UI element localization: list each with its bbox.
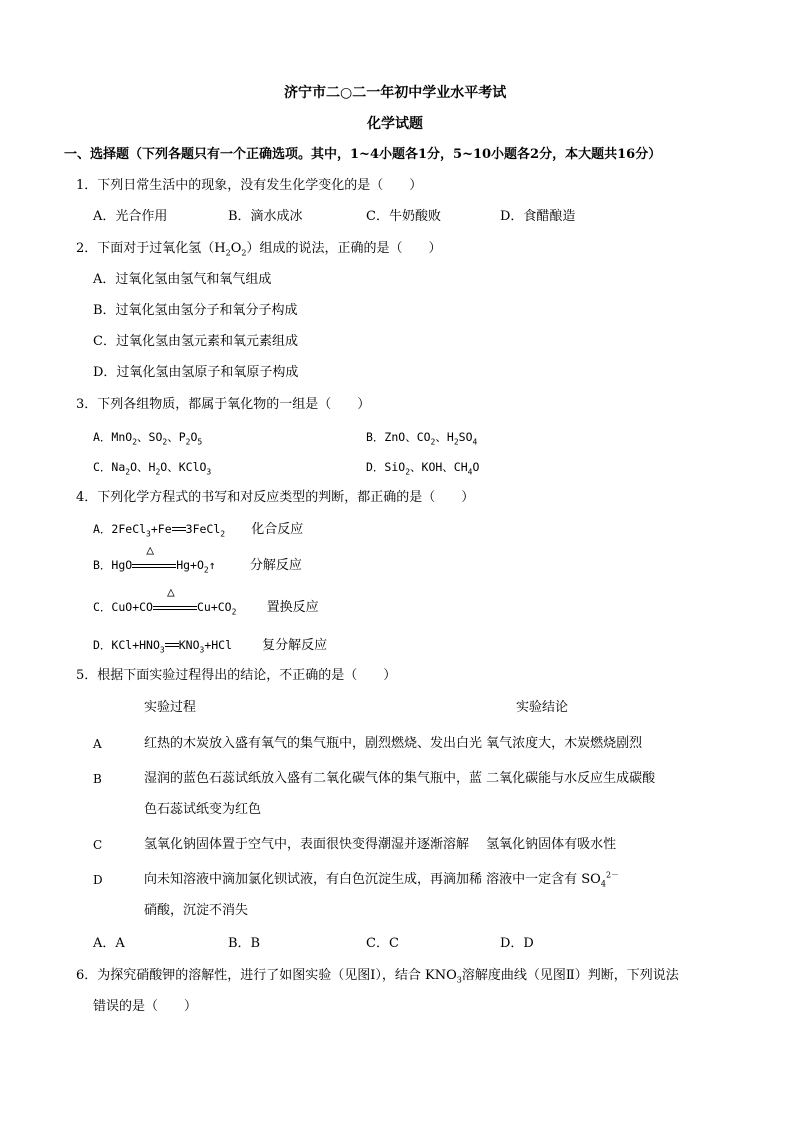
q2-stem: 2．下面对于过氧化氢$(H_2O_2)$组成的说法，正确的是（ ） bbox=[76, 241, 442, 258]
q2-option-b: B．过氧化氢由氢分子和氧分子构成 bbox=[93, 303, 298, 318]
q5-col-conclusion: 实验结论 bbox=[516, 700, 569, 715]
q5-row-label-d: D bbox=[93, 873, 103, 887]
q5-option-a: A．A bbox=[93, 936, 125, 951]
q3-stem: 3．下列各组物质，都属于氧化物的一组是（ ） bbox=[76, 397, 371, 412]
q5-stem: 5．根据下面实验过程得出的结论，不正确的是（ ） bbox=[76, 668, 397, 683]
q5-row-text-d: 向未知溶液中滴加氯化钡试液，有白色沉淀生成，再滴加稀 溶液中一定含有 $SO_4^{2-}$ bbox=[144, 870, 620, 889]
heat-delta-icon: △ bbox=[166, 584, 175, 600]
q5-row-label-c: C bbox=[93, 838, 103, 852]
section-heading: 一、选择题（下列各题只有一个正确选项。其中，1~4小题各1分，5~10小题各2分，本大题共16分） bbox=[64, 147, 662, 162]
q5-row-text-a: 红热的木炭放入盛有氧气的集气瓶中，剧烈燃烧、发出白光 氧气浓度大，木炭燃烧剧烈 bbox=[144, 736, 643, 751]
q5-row-label-a: A bbox=[93, 737, 102, 751]
q5-row-text-c: 氢氧化钠固体置于空气中，表面很快变得潮湿并逐渐溶解 氢氧化钠固体有吸水性 bbox=[144, 837, 617, 852]
equals-sign bbox=[165, 643, 179, 648]
q1-option-a: A．光合作用 bbox=[93, 209, 168, 224]
q3-option-c: C．$Na_2O$、$H_2O$、KClO$_3$ bbox=[93, 460, 212, 477]
q6-stem: 6．为探究硝酸钾的溶解性，进行了如图实验（见图Ⅰ），结合 $KNO_3$溶解度曲线（见图Ⅱ）判断，下列说法 bbox=[76, 968, 679, 985]
heat-delta-icon: △ bbox=[146, 542, 155, 558]
q5-option-d: D．D bbox=[500, 936, 534, 951]
q5-row-text-b-cont: 色石蕊试纸变为红色 bbox=[144, 802, 262, 817]
equals-sign bbox=[172, 527, 186, 532]
q1-option-c: C．牛奶酸败 bbox=[366, 209, 441, 224]
q5-row-text-b: 湿润的蓝色石蕊试纸放入盛有二氧化碳气体的集气瓶中，蓝 二氧化碳能与水反应生成碳酸 bbox=[144, 771, 656, 786]
q4-option-b: B．HgO △ $Hg+O_2↑$ 分解反应 bbox=[93, 542, 302, 575]
heat-arrow bbox=[153, 584, 197, 617]
q2-option-c: C．过氧化氢由氢元素和氧元素组成 bbox=[93, 334, 298, 349]
q2-option-d: D．过氧化氢由氢原子和氧原子构成 bbox=[93, 365, 299, 380]
q2-option-a: A．过氧化氢由氢气和氧气组成 bbox=[93, 272, 272, 287]
q3-option-d: D．SiO$_2$、KOH、$CH_4O$ bbox=[366, 460, 480, 477]
q4-stem: 4．下列化学方程式的书写和对反应类型的判断，都正确的是（ ） bbox=[76, 490, 475, 505]
q1-option-d: D．食醋酿造 bbox=[500, 209, 576, 224]
q5-col-process: 实验过程 bbox=[144, 700, 197, 715]
q3-option-a: A．MnO$_2$、$SO_2$、$P_2O_5$ bbox=[93, 430, 203, 447]
q4-option-a: A．2FeCl$_3$+Fe 3FeCl$_2$ 化合反应 bbox=[93, 522, 304, 539]
q4-option-c: C．CuO+CO △ $Cu+CO_2$ 置换反应 bbox=[93, 584, 319, 617]
exam-title: 济宁市二○二一年初中学业水平考试 bbox=[284, 85, 507, 101]
q5-row-text-d-cont: 硝酸，沉淀不消失 bbox=[144, 903, 249, 918]
q5-row-label-b: B bbox=[93, 772, 102, 786]
q6-stem-cont: 错误的是（ ） bbox=[93, 999, 198, 1014]
q4-option-d: D．$KCl+HNO_3$ $KNO_3+HCl$ 复分解反应 bbox=[93, 638, 328, 655]
exam-subtitle: 化学试题 bbox=[367, 116, 423, 132]
q1-option-b: B．滴水成冰 bbox=[228, 209, 303, 224]
q1-stem: 1．下列日常生活中的现象，没有发生化学变化的是（ ） bbox=[76, 178, 423, 193]
q3-option-b: B．ZnO、$CO_2$、$H_2SO_4$ bbox=[366, 430, 478, 447]
heat-arrow bbox=[132, 542, 176, 575]
q5-option-c: C．C bbox=[366, 936, 399, 951]
q5-option-b: B．B bbox=[228, 936, 261, 951]
